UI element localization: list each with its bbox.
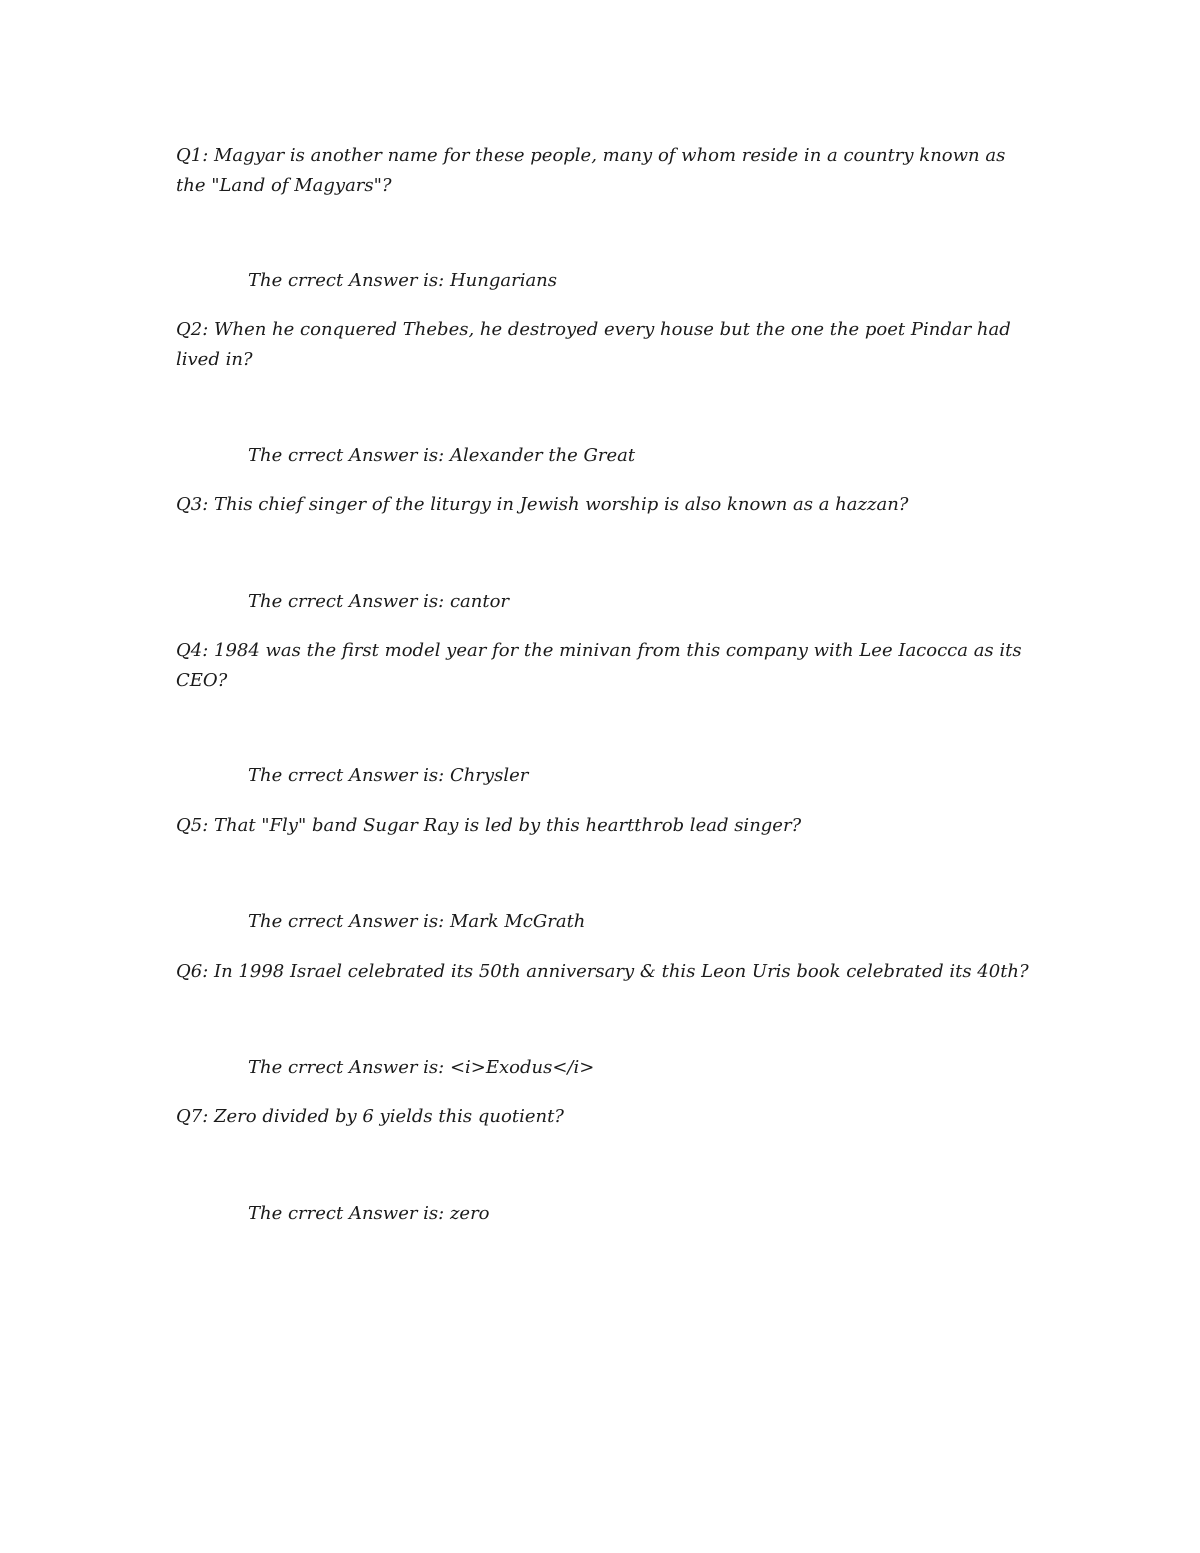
answer-2: The crrect Answer is: Alexander the Great (248, 445, 636, 466)
question-4: Q4: 1984 was the first model year for the minivan from this company with Lee Iacocca as its CEO? (176, 640, 1022, 691)
question-6: Q6: In 1998 Israel celebrated its 50th anniversary & this Leon Uris book celebrated its 40th? (176, 961, 1029, 982)
question-3: Q3: This chief singer of the liturgy in Jewish worship is also known as a hazzan? (176, 494, 909, 515)
question-2: Q2: When he conquered Thebes, he destroyed every house but the one the poet Pindar had lived in? (176, 319, 1011, 370)
answer-7: The crrect Answer is: zero (248, 1203, 490, 1224)
answer-6: The crrect Answer is: <i>Exodus</i> (248, 1057, 595, 1078)
answer-4: The crrect Answer is: Chrysler (248, 765, 529, 786)
question-1: Q1: Magyar is another name for these people, many of whom reside in a country known as the "Land of Magyars"? (176, 145, 1006, 196)
answer-1: The crrect Answer is: Hungarians (248, 270, 558, 291)
answer-3: The crrect Answer is: cantor (248, 591, 510, 612)
question-5: Q5: That "Fly" band Sugar Ray is led by this heartthrob lead singer? (176, 815, 802, 836)
answer-5: The crrect Answer is: Mark McGrath (248, 911, 586, 932)
question-7: Q7: Zero divided by 6 yields this quotient? (176, 1106, 564, 1127)
